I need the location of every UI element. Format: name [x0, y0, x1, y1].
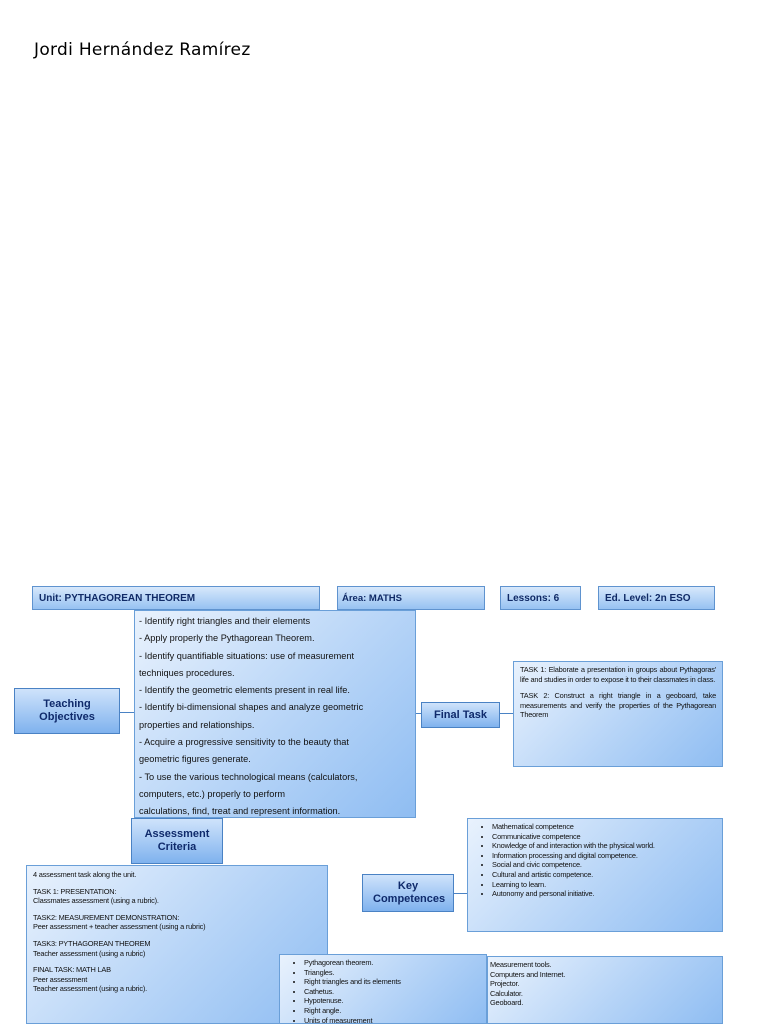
list-item: • Right triangles and its elements	[304, 977, 482, 987]
area-header	[337, 586, 485, 610]
objective-line: geometric figures generate.	[139, 754, 251, 765]
teaching-objectives-label: Teaching Objectives	[14, 688, 120, 734]
connector-competences	[454, 893, 467, 894]
connector-final-task-right	[500, 713, 513, 714]
objective-line: computers, etc.) properly to perform	[139, 788, 286, 799]
list-item: • Cathetus.	[304, 987, 482, 997]
list-item: Measurement tools.	[490, 960, 552, 969]
list-item: • Mathematical competence	[492, 822, 718, 832]
objective-line: - To use the various technological means (calculators,	[139, 771, 358, 782]
list-item: • Cultural and artistic competence.	[492, 870, 718, 880]
level-title: Ed. Level: 2n ESO	[605, 592, 691, 604]
objective-line: - Identify the geometric elements present in real life.	[139, 685, 350, 696]
objective-line: techniques procedures.	[139, 667, 235, 678]
assessment-intro: 4 assessment task along the unit.	[33, 870, 137, 879]
contents-box	[279, 954, 487, 1024]
final-task-box	[513, 661, 723, 767]
objective-line: calculations, find, treat and represent information.	[139, 806, 341, 817]
list-item: • Triangles.	[304, 968, 482, 978]
author-name: Jordi Hernández Ramírez	[34, 40, 251, 60]
list-item: Calculator.	[490, 988, 523, 998]
final-task-2: TASK 2: Construct a right triangle in a geoboard, take measurements and verify the properties of the Pythagorean Theorem	[520, 691, 716, 720]
key-competences-label: Key Competences	[362, 874, 454, 912]
assessment-task-2: TASK2: MEASUREMENT DEMONSTRATION: Peer assessment + teacher assessment (using a rubric)	[33, 912, 206, 932]
list-item: Geoboard.	[490, 998, 524, 1008]
list-item: Projector.	[490, 979, 520, 989]
lessons-title: Lessons: 6	[507, 592, 560, 604]
objective-line: - Identify quantifiable situations: use of measurement	[139, 650, 355, 661]
competences-box	[467, 818, 723, 932]
unit-title: Unit: PYTHAGOREAN THEOREM	[39, 592, 196, 604]
list-item: • Pythagorean theorem.	[304, 958, 482, 968]
list-item: • Knowledge of and interaction with the physical world.	[492, 841, 718, 851]
level-header	[598, 586, 715, 610]
list-item: • Learning to learn.	[492, 880, 718, 890]
final-task-1: TASK 1: Elaborate a presentation in groups about Pythagoras' life and studies in order to expose it to their classmates in class.	[520, 665, 716, 684]
list-item: • Social and civic competence.	[492, 860, 718, 870]
final-task-label: Final Task	[421, 702, 500, 728]
objective-line: - Identify right triangles and their elements	[139, 616, 311, 626]
assessment-task-3: TASK3: PYTHAGOREAN THEOREM Teacher assessment (using a rubric)	[33, 938, 151, 958]
objective-line: properties and relationships.	[139, 719, 255, 730]
assessment-final-task: FINAL TASK: MATH LAB Peer assessment Teacher assessment (using a rubric).	[33, 965, 147, 994]
resources-box	[487, 956, 723, 1024]
competences-list	[468, 822, 718, 899]
list-item: Computers and Internet.	[490, 969, 566, 979]
list-item: • Communicative competence	[492, 832, 718, 842]
list-item: • Units of measurement	[304, 1016, 482, 1024]
list-item: • Right angle.	[304, 1006, 482, 1016]
objective-line: - Apply properly the Pythagorean Theorem.	[139, 633, 315, 644]
unit-header	[32, 586, 320, 610]
assessment-task-1: TASK 1: PRESENTATION: Classmates assessment (using a rubric).	[33, 886, 159, 906]
lessons-header	[500, 586, 581, 610]
list-item: • Hypotenuse.	[304, 996, 482, 1006]
objective-line: - Acquire a progressive sensitivity to the beauty that	[139, 737, 349, 748]
list-item: • Autonomy and personal initiative.	[492, 889, 718, 899]
connector-objectives	[119, 712, 134, 713]
contents-list	[280, 958, 482, 1024]
area-title: Área: MATHS	[342, 592, 402, 604]
list-item: • Information processing and digital competence.	[492, 851, 718, 861]
objective-line: - Identify bi-dimensional shapes and analyze geometric	[139, 702, 364, 713]
assessment-criteria-label: Assessment Criteria	[131, 818, 223, 864]
objectives-box	[134, 610, 416, 818]
